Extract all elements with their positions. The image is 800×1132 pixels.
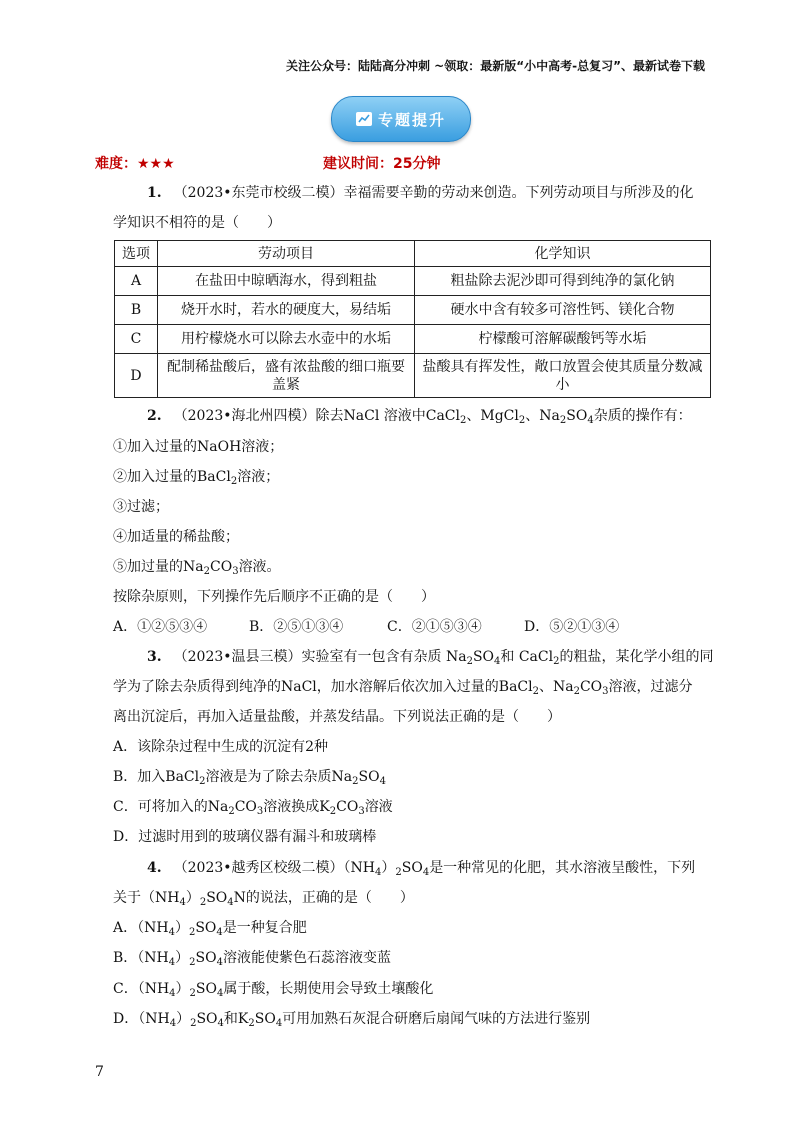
q1-stem-line2: 学知识不相符的是（ ） (113, 215, 281, 231)
suggested-time: 建议时间：25分钟 (323, 156, 441, 172)
table-row: A 在盐田中晾晒海水，得到粗盐 粗盐除去泥沙即可得到纯净的氯化钠 (115, 267, 711, 296)
table-row: C 用柠檬烧水可以除去水壶中的水垢 柠檬酸可溶解碳酸钙等水垢 (115, 325, 711, 354)
q3-stem-line1: 3. （2023•温县三模）实验室有一包含有杂质 $Na_2SO_4$和 CaCl$_2$的粗盐，某化学小组的同 (147, 649, 714, 667)
header-note: 关注公众号：陆陆高分冲刺 ~领取：最新版“小中高考-总复习”、最新试卷下载 (286, 59, 705, 73)
page-number: 7 (95, 1064, 104, 1080)
q3-option-b: B．加入BaCl$_2$溶液是为了除去杂质$Na_2SO_4$ (113, 769, 386, 787)
q2-option-d: D．⑤②①③④ (524, 619, 620, 635)
q2-step: ③过滤； (113, 499, 169, 515)
q2-step: ④加适量的稀盐酸； (113, 529, 239, 545)
q2-option-b: B．②⑤①③④ (249, 619, 344, 635)
q4-option-a: A．$(NH_4)_2SO_4$是一种复合肥 (113, 920, 307, 938)
table-header: 选项 (115, 241, 158, 267)
table-header: 劳动项目 (158, 241, 415, 267)
q4-option-b: B．$(NH_4)_2SO_4$溶液能使紫色石蕊溶液变蓝 (113, 950, 391, 968)
q2-question: 按除杂原则，下列操作先后顺序不正确的是（ ） (113, 589, 435, 605)
banner-label: 专题提升 (377, 110, 446, 129)
q2-stem: 2. （2023•海北州四模）除去NaCl 溶液中CaCl$_2$、MgCl$_2$、$Na_2SO_4$杂质的操作有： (147, 408, 692, 426)
q2-step: ①加入过量的NaOH溶液； (113, 439, 284, 455)
table-header-row (115, 241, 711, 267)
difficulty: 难度：★★★ (95, 156, 175, 172)
difficulty-stars: ★★★ (137, 156, 175, 172)
q3-stem-line3: 离出沉淀后，再加入适量盐酸，并蒸发结晶。下列说法正确的是（ ） (113, 709, 561, 725)
q1-table (114, 240, 711, 398)
q3-option-d: D．过滤时用到的玻璃仪器有漏斗和玻璃棒 (113, 829, 377, 845)
q4-stem-line1: 4. （2023•越秀区校级二模）$(NH_4)_2SO_4$是一种常见的化肥，其水溶液呈酸性，下列 (147, 860, 696, 878)
table-row: B 烧开水时，若水的硬度大，易结垢 硬水中含有较多可溶性钙、镁化合物 (115, 296, 711, 325)
q4-stem-line2: 关于$(NH_4)_2SO_4N$的说法，正确的是（ ） (113, 890, 414, 908)
q3-option-c: C．可将加入的$Na_2CO_3$溶液换成$K_2CO_3$溶液 (113, 799, 393, 817)
q3-stem-line2: 学为了除去杂质得到纯净的NaCl，加水溶解后依次加入过量的BaCl$_2$、$Na_2CO_3$溶液，过滤分 (113, 679, 693, 697)
q2-step: ②加入过量的BaCl$_2$溶液； (113, 469, 280, 487)
q4-option-c: C．$(NH_4)_2SO_4$属于酸，长期使用会导致土壤酸化 (113, 981, 434, 999)
q3-option-a: A．该除杂过程中生成的沉淀有2种 (113, 739, 329, 755)
q4-option-d: D．$(NH_4)_2SO_4$和$K_2SO_4$可用加熟石灰混合研磨后扇闻气味的方法进行鉴别 (113, 1011, 591, 1029)
q1-stem-line1: 1. （2023•东莞市校级二模）幸福需要辛勤的劳动来创造。下列劳动项目与所涉及的化 (147, 185, 694, 201)
q2-option-c: C．②①⑤③④ (387, 619, 482, 635)
table-row: D 配制稀盐酸后，盛有浓盐酸的细口瓶要盖紧 盐酸具有挥发性，敞口放置会使其质量分数减小 (115, 354, 711, 398)
q2-option-a: A．①②⑤③④ (113, 619, 208, 635)
topic-banner (331, 96, 471, 142)
q2-step: ⑤加过量的$Na_2CO_3$溶液。 (113, 559, 281, 577)
table-header: 化学知识 (415, 241, 711, 267)
chart-icon (356, 112, 372, 126)
